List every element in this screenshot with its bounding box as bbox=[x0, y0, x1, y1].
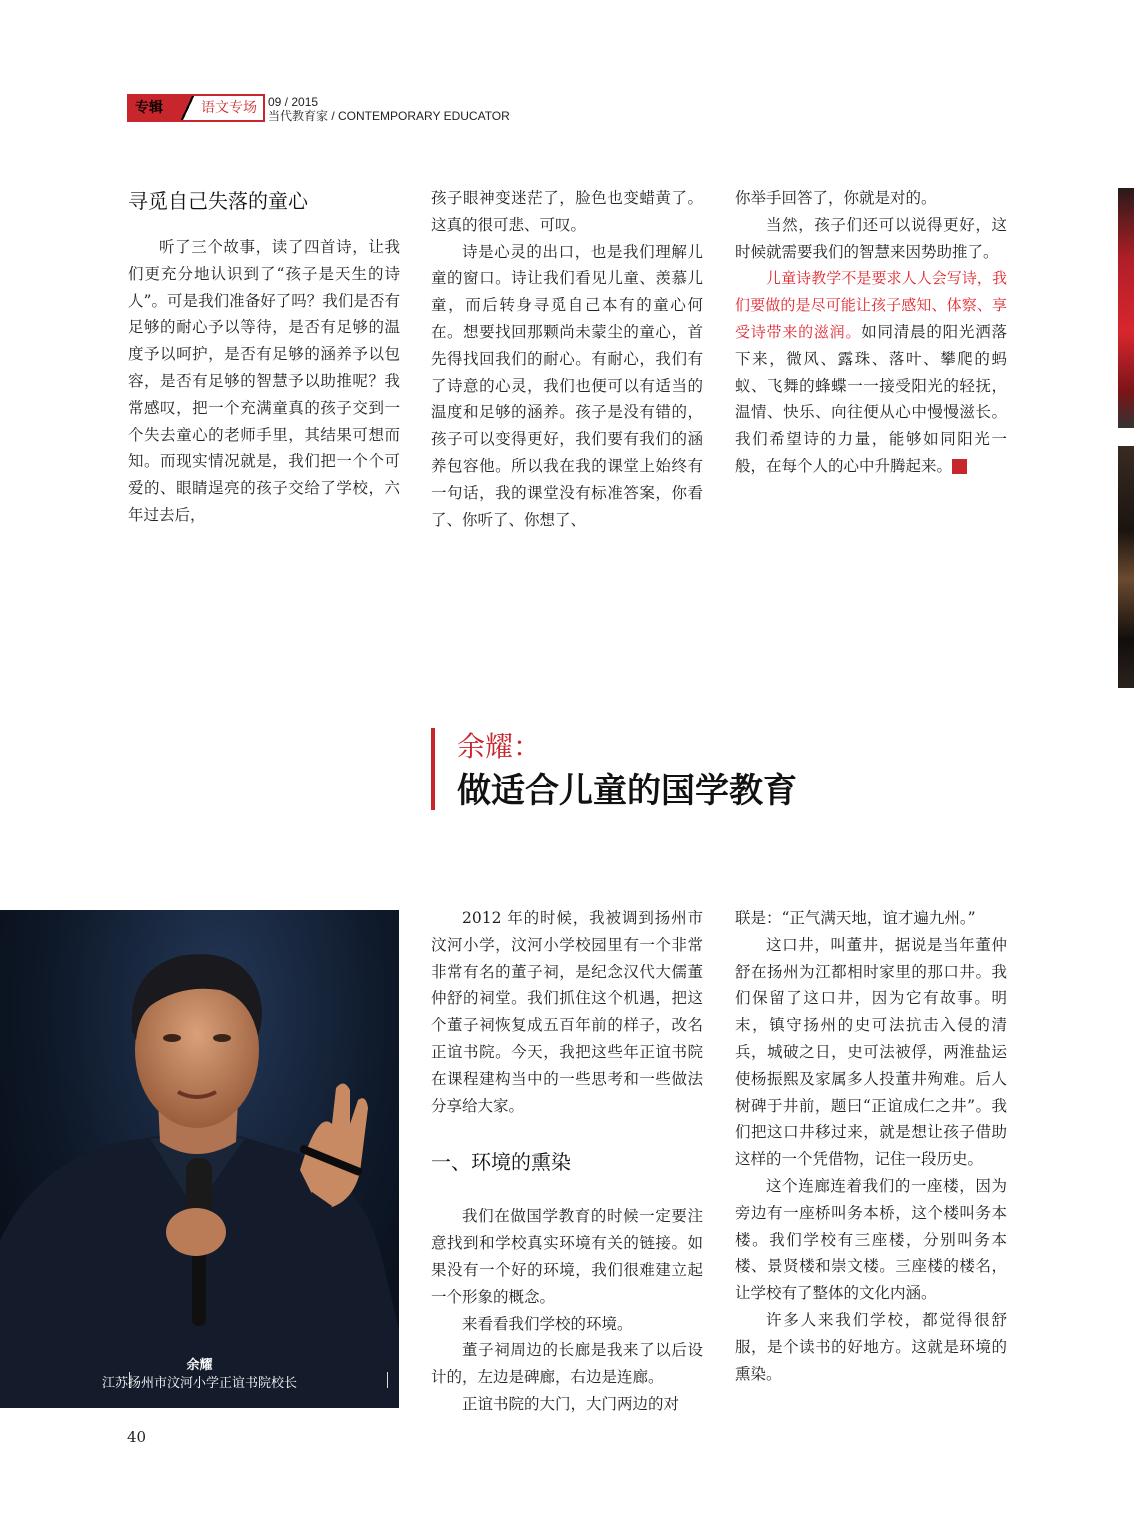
end-mark-icon: 家 bbox=[952, 459, 967, 474]
prev-col3-paragraph-2: 当然，孩子们还可以说得更好，这时候就需要我们的智慧来因势助推了。 bbox=[735, 215, 1007, 261]
prev-article-column-2 bbox=[431, 185, 703, 533]
prev-col1-paragraph: 听了三个故事，读了四首诗，让我们更充分地认识到了“孩子是天生的诗人”。可是我们准备好了吗？我们是否有足够的耐心予以等待，是否有足够的温度予以呵护，是否有足够的涵养予以包容，是否有足够的智慧予以助推呢？我常感叹，把一个充满童真的孩子交到一个失去童心的老师手里，其结果可想而知。而现实情况就是，我们把一个个可爱的、眼睛逞亮的孩子交给了学校，六年过去后， bbox=[128, 238, 400, 524]
prev-article-column-3 bbox=[735, 185, 1007, 480]
prev-col2-paragraph-1: 孩子眼神变迷茫了，脸色也变蜡黄了。这真的很可悲、可叹。 bbox=[431, 189, 703, 234]
prev-article-column-1 bbox=[128, 184, 400, 529]
side-photo-top bbox=[1118, 188, 1134, 428]
tag-divider bbox=[177, 96, 199, 120]
speaker-photo bbox=[0, 910, 399, 1408]
side-photo-bottom bbox=[1118, 446, 1134, 688]
article-author-title: 余耀： bbox=[457, 730, 542, 763]
article-col2-paragraph-1: 2012 年的时候，我被调到扬州市汶河小学，汶河小学校园里有一个非常非常有名的董子祠，是纪念汉代大儒董仲舒的祠堂。我们抓住这个机遇，把这个董子祠恢复成五百年前的样子，改名正谊书院。今天，我把这些年正谊书院在课程建构当中的一些思考和一些做法分享给大家。 bbox=[431, 909, 703, 1115]
section-tag bbox=[127, 94, 265, 122]
article-col2-paragraph-2: 我们在做国学教育的时候一定要注意找到和学校真实环境有关的链接。如果没有一个好的环境，我们很难建立起一个形象的概念。 bbox=[431, 1207, 703, 1306]
issue-number: 09 / 2015 bbox=[268, 95, 319, 109]
caption-role: 江苏扬州市汶河小学正谊书院校长 bbox=[101, 1376, 297, 1391]
article-col2-paragraph-3: 来看看我们学校的环境。 bbox=[462, 1314, 633, 1333]
article-col3-paragraph-2: 这口井，叫董井，据说是当年董仲舒在扬州为江都相时家里的那口井。我们保留了这口井，因为它有故事。明末，镇守扬州的史可法抗击入侵的清兵，城破之日，史可法被俘，两淮盐运使杨振熙及家属多人投董井殉难。后人树碑于井前，题曰“正谊成仁之井”。我们把这口井移过来，就是想让孩子借助这样的一个凭借物，记住一段历史。 bbox=[735, 935, 1007, 1169]
issue-meta bbox=[268, 95, 510, 123]
pull-quote-highlight: 儿童诗教学不是要求人人会写诗，我们要做的是尽可能让孩子感知、体察、享受诗带来的滋润。 bbox=[735, 269, 1007, 341]
article-col3-paragraph-1: 联是：“正气满天地，谊才遍九州。” bbox=[735, 909, 976, 927]
prev-col2-paragraph-2: 诗是心灵的出口，也是我们理解儿童的窗口。诗让我们看见儿童、羡慕儿童，而后转身寻觅自己本有的童心何在。想要找回那颗尚未蒙尘的童心，首先得找回我们的耐心。有耐心，我们有了诗意的心灵，我们也便可以有适当的温度和足够的涵养。孩子是没有错的，孩子可以变得更好，我们要有我们的涵养包容他。所以我在我的课堂上始终有一句话，我的课堂没有标准答案，你看了、你听了、你想了、 bbox=[431, 242, 703, 529]
article-col2-paragraph-4: 董子祠周边的长廊是我来了以后设计的，左边是碑廊，右边是连廊。 bbox=[431, 1341, 703, 1387]
page-number: 40 bbox=[127, 1428, 147, 1446]
prev-col3-paragraph-1: 你举手回答了，你就是对的。 bbox=[735, 189, 937, 207]
article-main-title: 做适合儿童的国学教育 bbox=[457, 771, 797, 811]
section-tag-label: 专辑 bbox=[129, 96, 177, 120]
title-accent-bar bbox=[431, 728, 435, 810]
prev-section-title: 寻觅自己失落的童心 bbox=[128, 189, 308, 213]
article-col2-paragraph-5: 正谊书院的大门，大门两边的对 bbox=[462, 1394, 680, 1413]
photo-caption bbox=[0, 1357, 399, 1393]
caption-name: 余耀 bbox=[186, 1358, 213, 1373]
speaker-illustration bbox=[0, 910, 399, 1408]
prev-col3-paragraph-3 bbox=[735, 265, 1007, 479]
section-1-title: 一、环境的熏染 bbox=[431, 1150, 571, 1175]
article-col3-paragraph-4: 许多人来我们学校，都觉得很舒服，是个读书的好地方。这就是环境的熏染。 bbox=[735, 1310, 1007, 1383]
article-col3-paragraph-3: 这个连廊连着我们的一座楼，因为旁边有一座桥叫务本桥，这个楼叫务本楼。我们学校有三座楼，分别叫务本楼、景贤楼和崇文楼。三座楼的楼名，让学校有了整体的文化内涵。 bbox=[735, 1176, 1007, 1303]
prev-col3-paragraph-3-rest: 如同清晨的阳光洒落下来，微风、露珠、落叶、攀爬的蚂蚁、飞舞的蜂蝶一一接受阳光的轻抚，温情、快乐、向往便从心中慢慢滋长。我们希望诗的力量，能够如同阳光一般，在每个人的心中升腾起来。 bbox=[735, 322, 1007, 475]
column-tag-label: 语文专场 bbox=[201, 100, 257, 116]
article-column-3 bbox=[735, 905, 1007, 1387]
publication-name: 当代教育家 / CONTEMPORARY EDUCATOR bbox=[268, 109, 510, 123]
article-column-2 bbox=[431, 905, 703, 1418]
